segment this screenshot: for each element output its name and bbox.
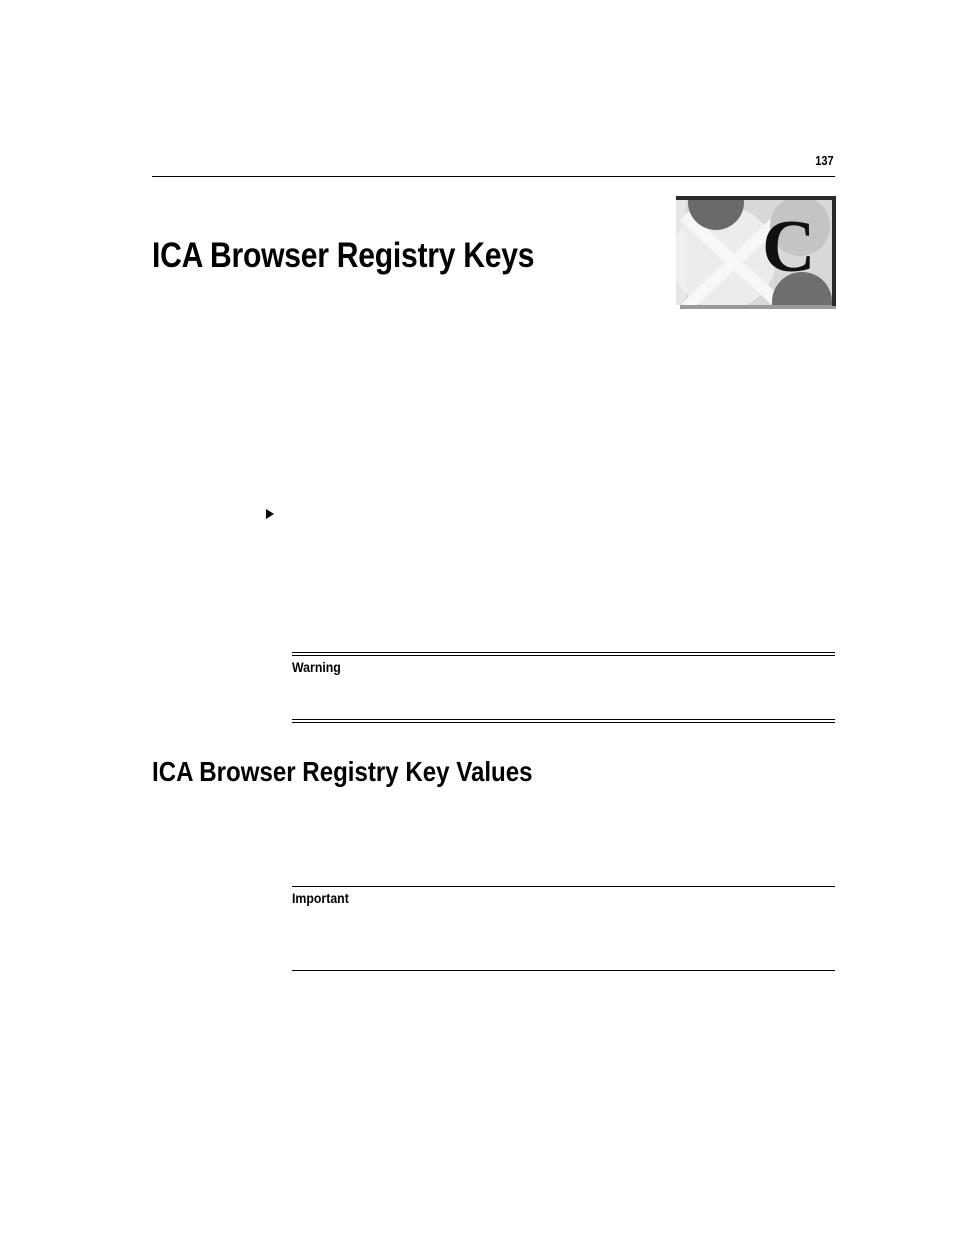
triangle-right-icon: [266, 509, 274, 519]
warning-top-rule: [292, 652, 835, 656]
warning-label: Warning: [292, 659, 341, 675]
header-rule: [152, 176, 835, 177]
important-label: Important: [292, 890, 349, 906]
warning-bottom-rule: [292, 719, 835, 723]
page-number: 137: [815, 153, 834, 168]
important-bottom-rule: [292, 970, 835, 971]
chapter-c-badge-icon: [674, 196, 836, 309]
section-title: ICA Browser Registry Key Values: [152, 756, 533, 787]
important-top-rule: [292, 886, 835, 887]
chapter-title: ICA Browser Registry Keys: [152, 236, 535, 275]
chapter-badge-letter: C: [762, 206, 816, 288]
